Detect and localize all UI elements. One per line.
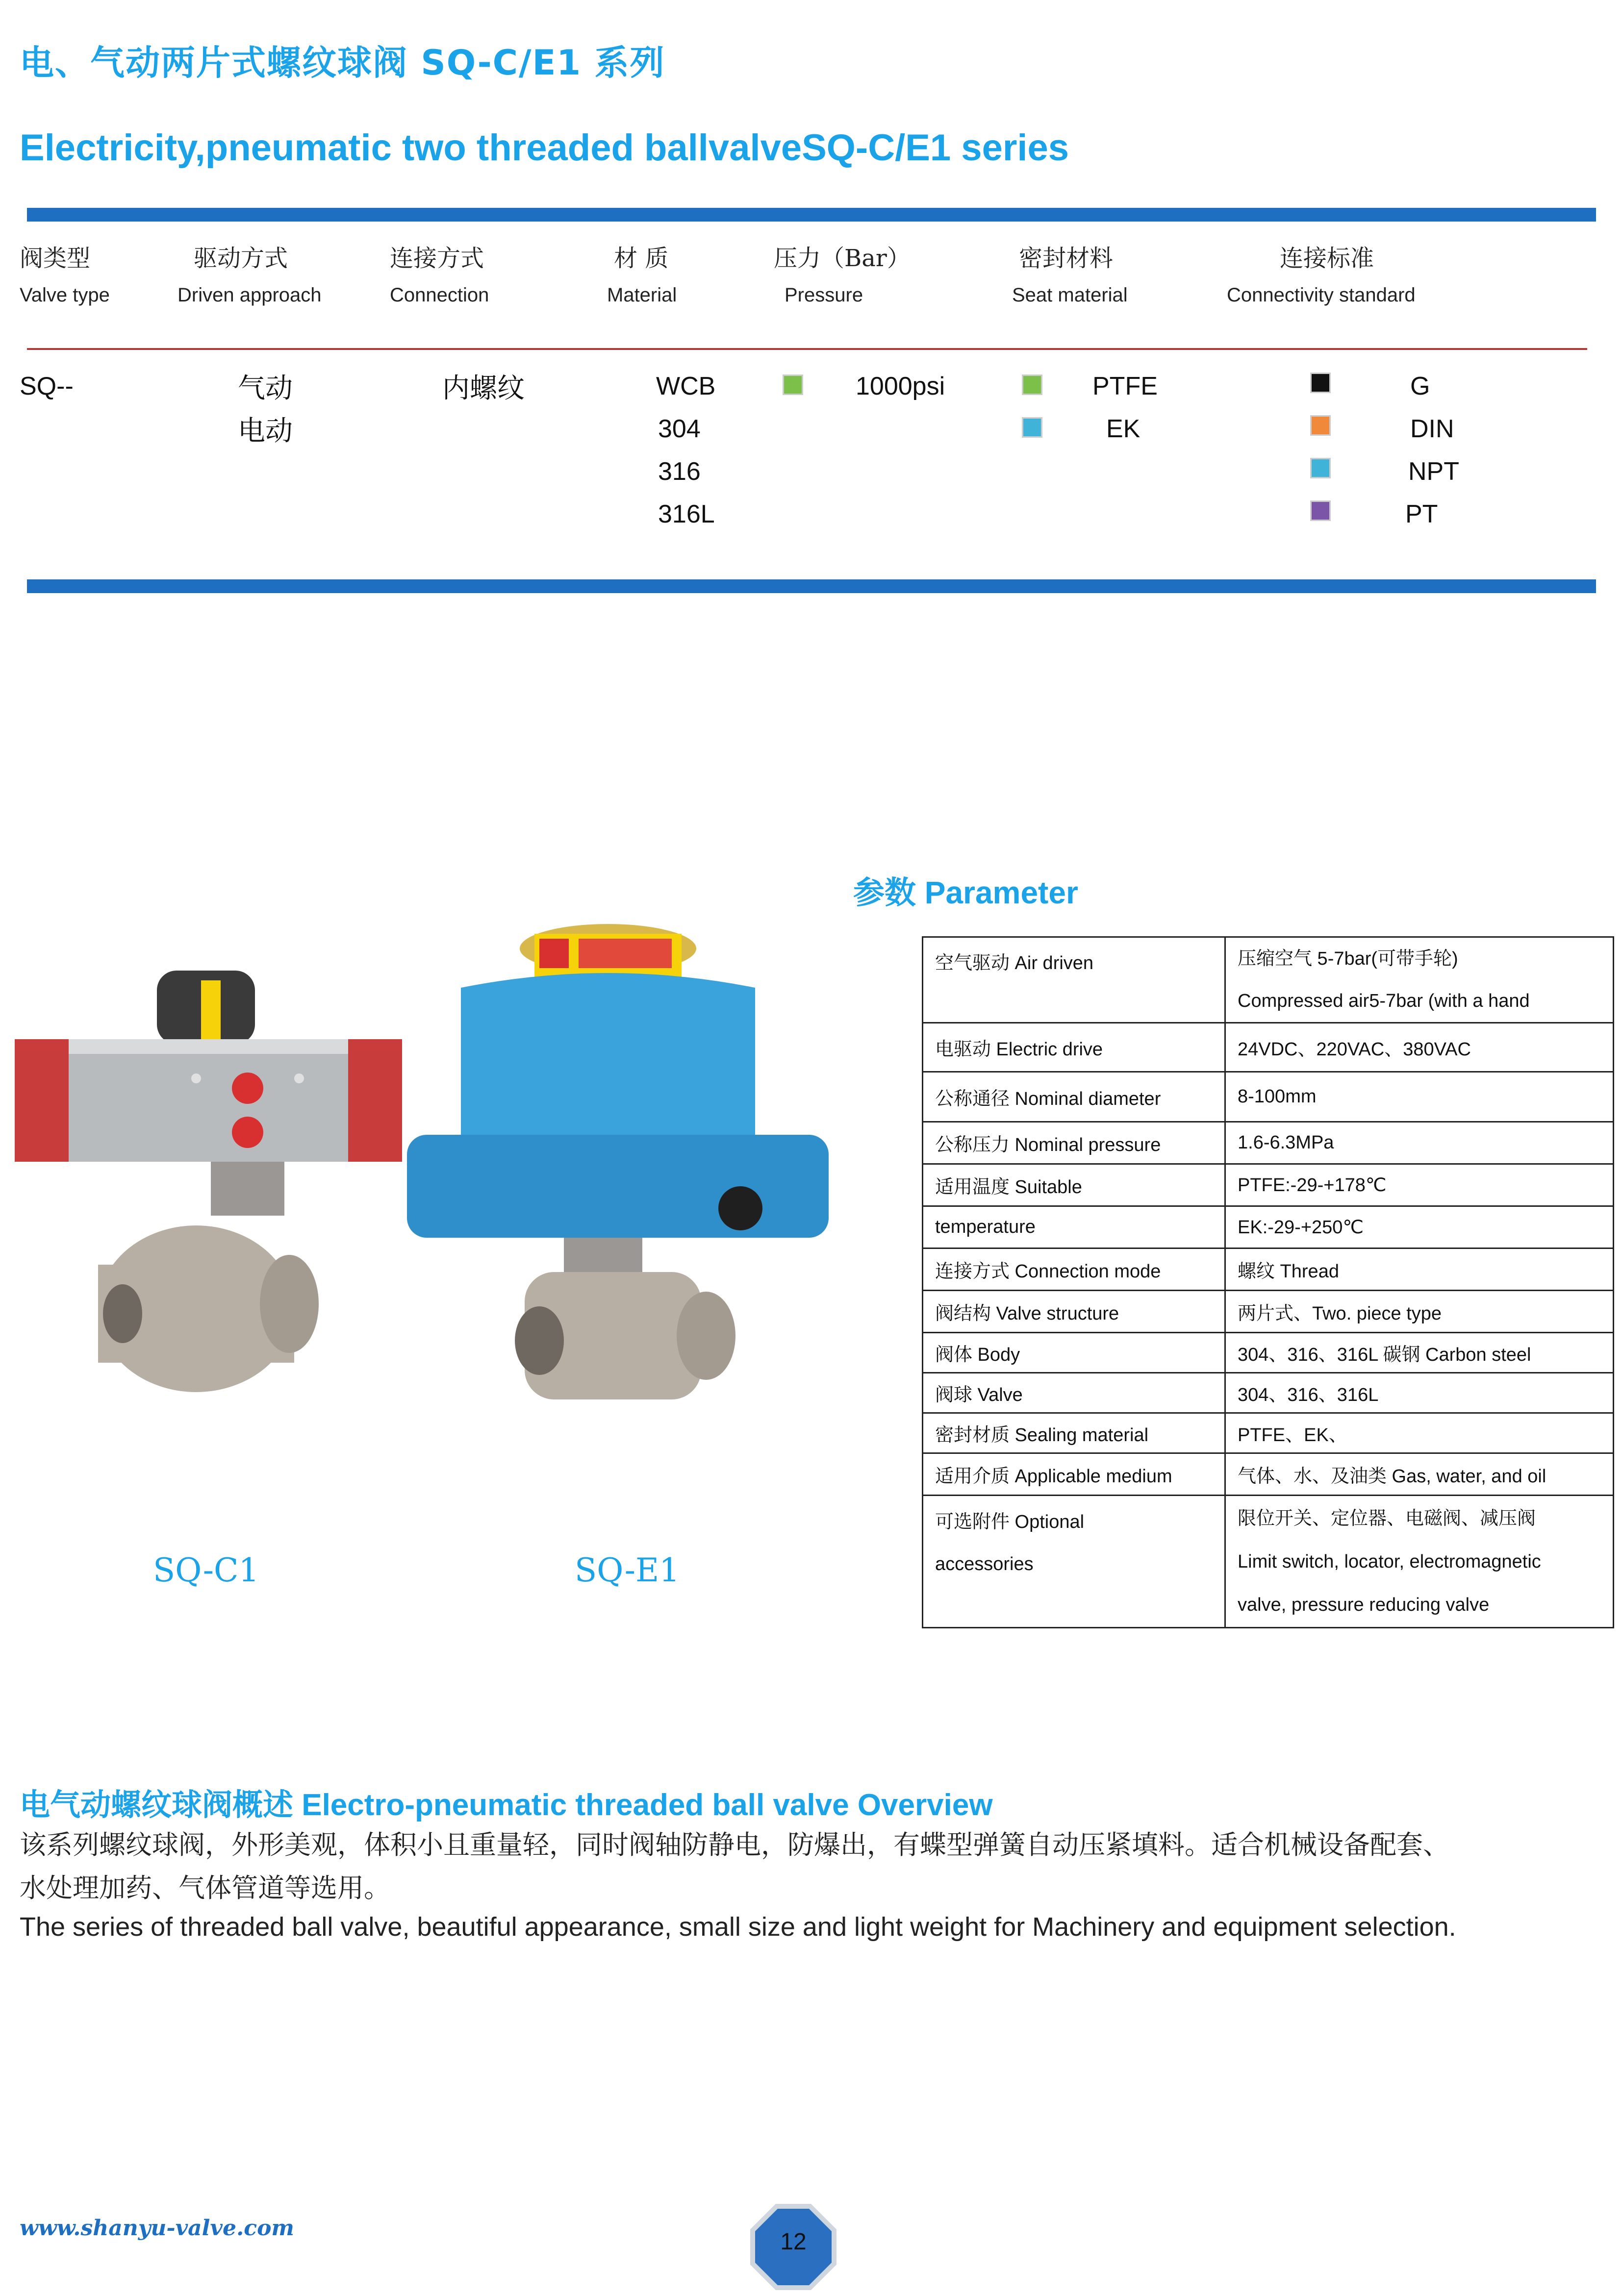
col-header-drive-cn: 驱动方式 <box>194 245 288 272</box>
drive-value-1: 气动 <box>238 373 293 404</box>
param-key: 公称通径 Nominal diameter <box>923 1072 1225 1122</box>
param-key: 电驱动 Electric drive <box>923 1023 1225 1072</box>
col-header-drive-en: Driven approach <box>177 284 322 306</box>
param-key <box>923 1496 1225 1628</box>
page-title-cn: 电、气动两片式螺纹球阀 SQ-C/E1 系列 <box>20 43 665 83</box>
param-value: 8-100mm <box>1225 1072 1614 1122</box>
param-value: PTFE、EK、 <box>1225 1413 1614 1453</box>
table-row <box>923 1413 1614 1453</box>
param-value: 304、316、316L <box>1225 1373 1614 1413</box>
seat-ptfe-swatch <box>1022 374 1042 395</box>
col-header-material-cn: 材 质 <box>614 245 669 272</box>
overview-cn-line: 该系列螺纹球阀，外形美观，体积小且重量轻，同时阀轴防静电，防爆出，有蝶型弹簧自动压紧填料。适合机械设备配套、 <box>20 1829 1449 1860</box>
param-value-line: 压缩空气 5-7bar(可带手轮) <box>1238 948 1458 969</box>
param-key: 公称压力 Nominal pressure <box>923 1122 1225 1164</box>
standard-value-1: G <box>1410 372 1430 400</box>
col-header-seat-cn: 密封材料 <box>1019 245 1114 272</box>
table-row <box>923 1023 1614 1072</box>
standard-value-3: NPT <box>1408 457 1459 486</box>
overview-text-cn <box>20 1823 1598 1910</box>
col-header-pressure-cn: 压力（Bar） <box>774 245 911 272</box>
standard-value-2: DIN <box>1410 415 1454 443</box>
param-key: 阀结构 Valve structure <box>923 1291 1225 1333</box>
material-value-4: 316L <box>658 500 715 528</box>
param-value-line: 限位开关、定位器、电磁阀、减压阀 <box>1238 1508 1536 1529</box>
seat-value-1: PTFE <box>1092 372 1158 400</box>
param-key-line: 可选附件 Optional <box>935 1512 1085 1532</box>
page-number: 12 <box>780 2229 807 2255</box>
param-value: 螺纹 Thread <box>1225 1248 1614 1291</box>
col-header-material-en: Material <box>607 284 677 306</box>
col-header-valve-type-en: Valve type <box>20 284 110 306</box>
connection-value: 内螺纹 <box>442 373 525 404</box>
website-link[interactable]: www.shanyu-valve.com <box>20 2216 294 2241</box>
param-value-line: Compressed air5-7bar (with a hand <box>1238 991 1530 1011</box>
param-value: 气体、水、及油类 Gas, water, and oil <box>1225 1453 1614 1496</box>
param-key: 适用温度 Suitable <box>923 1164 1225 1206</box>
param-value: 两片式、Two. piece type <box>1225 1291 1614 1333</box>
param-key: 适用介质 Applicable medium <box>923 1453 1225 1496</box>
table-row <box>923 1122 1614 1164</box>
valve-type-value: SQ-- <box>20 372 74 400</box>
table-row <box>923 1248 1614 1291</box>
param-value-line: valve, pressure reducing valve <box>1238 1594 1490 1615</box>
material-value-1: WCB <box>656 372 716 400</box>
pneumatic-actuator-ball-valve-icon <box>15 956 407 1456</box>
table-row <box>923 1206 1614 1248</box>
param-value: EK:-29-+250℃ <box>1225 1206 1614 1248</box>
col-header-standard-cn: 连接标准 <box>1280 245 1374 272</box>
table-row <box>923 1291 1614 1333</box>
sq-e1-label: SQ-E1 <box>575 1551 680 1589</box>
bottom-divider-bar <box>27 579 1596 593</box>
parameter-title: 参数 Parameter <box>853 875 1078 910</box>
page-title-en: Electricity,pneumatic two threaded ballvalveSQ-C/E1 series <box>20 127 1069 169</box>
overview-cn-line: 水处理加药、气体管道等选用。 <box>20 1872 390 1903</box>
table-row <box>923 1453 1614 1496</box>
seat-ek-swatch <box>1022 417 1042 438</box>
param-value <box>1225 937 1614 1023</box>
standard-g-swatch <box>1310 373 1331 393</box>
material-value-2: 304 <box>658 415 701 443</box>
param-key: 连接方式 Connection mode <box>923 1248 1225 1291</box>
overview-text-en: The series of threaded ball valve, beautiful appearance, small size and light weight for Machinery and equipment selection. <box>20 1912 1456 1942</box>
sq-c1-label: SQ-C1 <box>153 1551 259 1589</box>
param-value-line: Limit switch, locator, electromagnetic <box>1238 1551 1541 1572</box>
table-row <box>923 1373 1614 1413</box>
sq-c1-image <box>15 956 407 1456</box>
param-key: 阀体 Body <box>923 1333 1225 1373</box>
param-value: PTFE:-29-+178℃ <box>1225 1164 1614 1206</box>
col-header-pressure-en: Pressure <box>785 284 863 306</box>
param-key: 阀球 Valve <box>923 1373 1225 1413</box>
table-row <box>923 1164 1614 1206</box>
param-value: 304、316、316L 碳钢 Carbon steel <box>1225 1333 1614 1373</box>
sq-e1-image <box>402 919 834 1453</box>
drive-value-2: 电动 <box>238 415 293 447</box>
standard-pt-swatch <box>1310 500 1331 521</box>
standard-value-4: PT <box>1405 500 1438 528</box>
col-header-connection-en: Connection <box>390 284 489 306</box>
top-divider-bar <box>27 208 1596 222</box>
seat-value-2: EK <box>1106 415 1140 443</box>
standard-din-swatch <box>1310 415 1331 436</box>
param-value: 1.6-6.3MPa <box>1225 1122 1614 1164</box>
col-header-valve-type-cn: 阀类型 <box>20 245 91 272</box>
param-key: 空气驱动 Air driven <box>923 937 1225 1023</box>
param-key: 密封材质 Sealing material <box>923 1413 1225 1453</box>
material-value-3: 316 <box>658 457 701 486</box>
col-header-standard-en: Connectivity standard <box>1227 284 1416 306</box>
standard-npt-swatch <box>1310 458 1331 478</box>
pressure-value: 1000psi <box>856 372 945 400</box>
col-header-connection-cn: 连接方式 <box>390 245 484 272</box>
table-row <box>923 937 1614 1023</box>
param-key: temperature <box>923 1206 1225 1248</box>
page-number-badge <box>746 2200 840 2294</box>
table-row <box>923 1333 1614 1373</box>
param-key-line: accessories <box>935 1554 1034 1574</box>
header-divider-line <box>27 348 1587 350</box>
col-header-seat-en: Seat material <box>1012 284 1128 306</box>
param-value: 24VDC、220VAC、380VAC <box>1225 1023 1614 1072</box>
table-row <box>923 1496 1614 1628</box>
electric-actuator-ball-valve-icon <box>402 919 834 1453</box>
overview-title: 电气动螺纹球阀概述 Electro-pneumatic threaded ball valve Overview <box>20 1788 993 1822</box>
table-row <box>923 1072 1614 1122</box>
parameter-table <box>922 936 1614 1628</box>
pressure-color-swatch <box>783 374 803 395</box>
param-value <box>1225 1496 1614 1628</box>
